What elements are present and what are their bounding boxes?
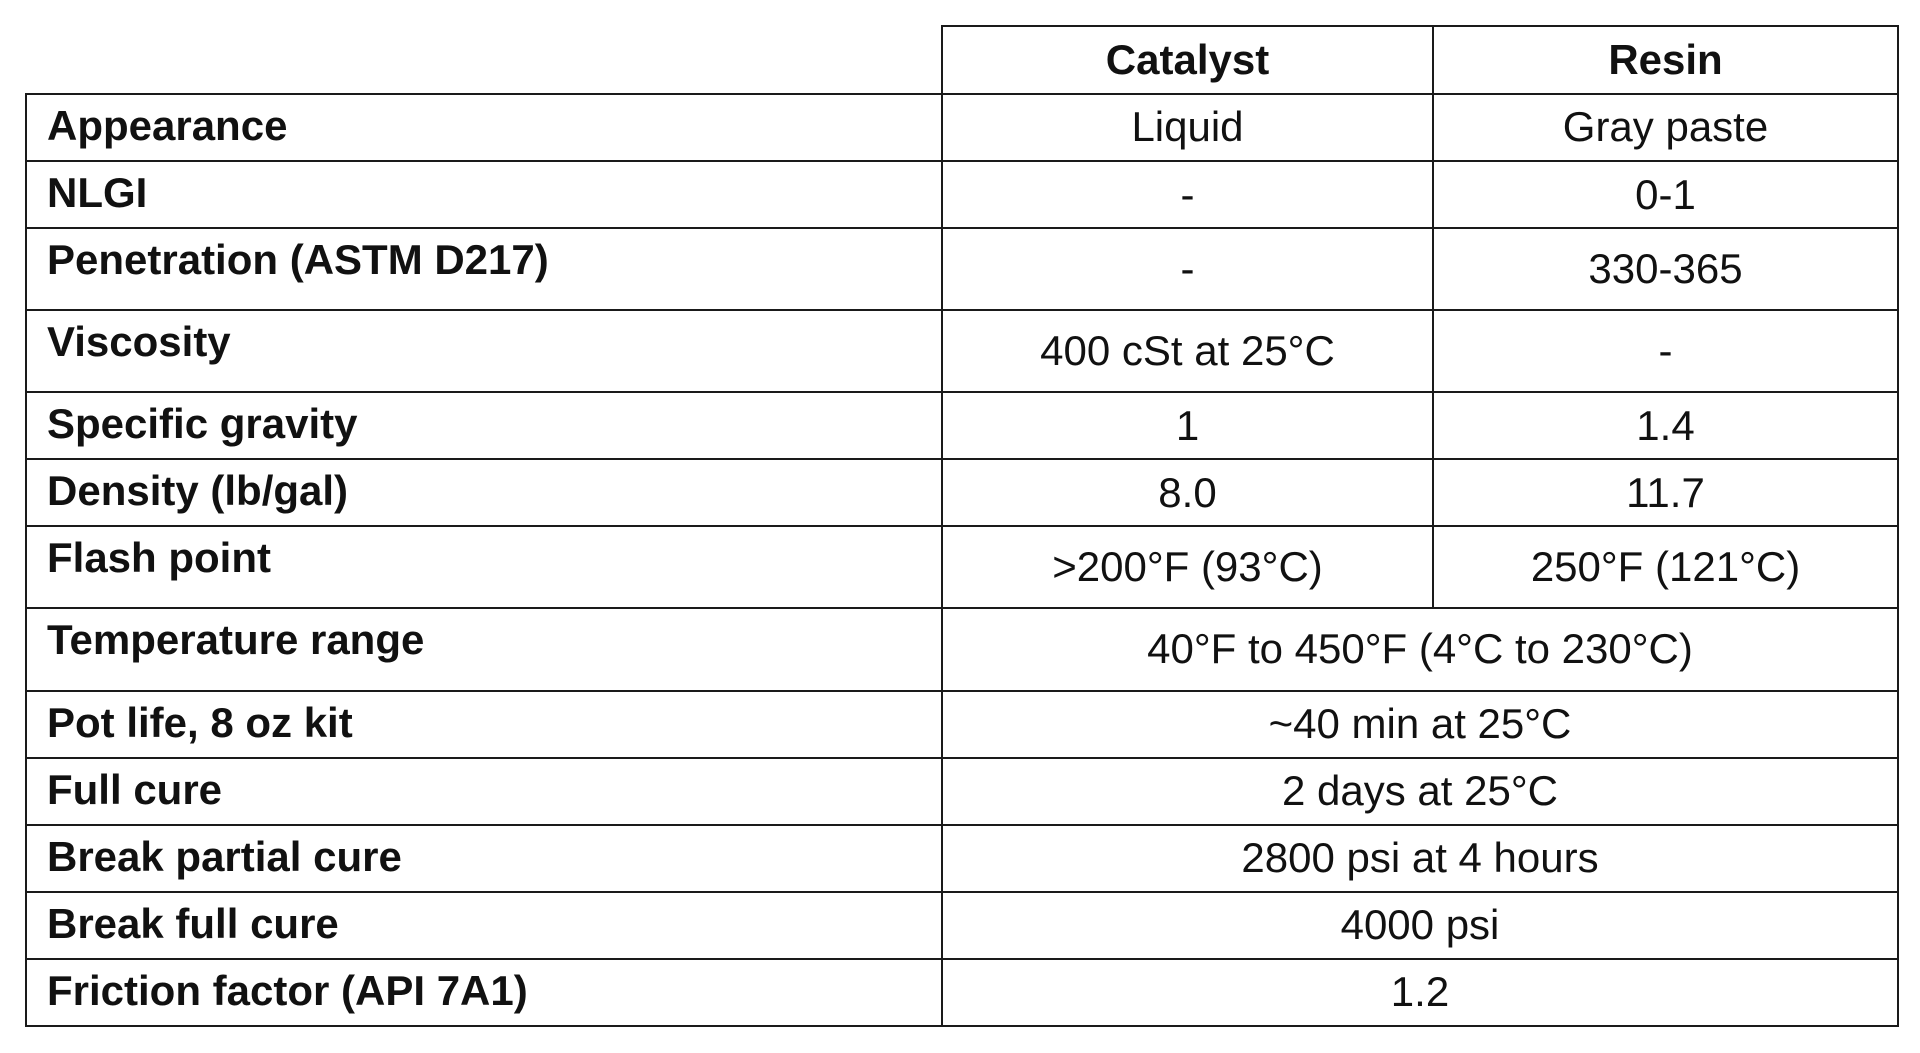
property-label: Friction factor (API 7A1) <box>26 959 942 1026</box>
header-catalyst: Catalyst <box>942 26 1433 94</box>
header-row <box>26 26 1898 94</box>
property-label: Break full cure <box>26 892 942 959</box>
catalyst-value: >200°F (93°C) <box>942 526 1433 608</box>
catalyst-value: Liquid <box>942 94 1433 161</box>
property-label: Viscosity <box>26 310 942 392</box>
catalyst-value: - <box>942 228 1433 310</box>
header-corner-cell <box>26 26 942 94</box>
property-label: Temperature range <box>26 608 942 690</box>
catalyst-value: 8.0 <box>942 459 1433 526</box>
resin-value: 0-1 <box>1433 161 1898 228</box>
resin-value: Gray paste <box>1433 94 1898 161</box>
combined-value: 4000 psi <box>942 892 1898 959</box>
table-row <box>26 959 1898 1026</box>
combined-value: 2800 psi at 4 hours <box>942 825 1898 892</box>
table-row <box>26 310 1898 392</box>
resin-value: 250°F (121°C) <box>1433 526 1898 608</box>
table-row <box>26 228 1898 310</box>
resin-value: 1.4 <box>1433 392 1898 459</box>
property-label: Appearance <box>26 94 942 161</box>
property-label: Pot life, 8 oz kit <box>26 691 942 758</box>
spec-table <box>25 25 1899 1027</box>
catalyst-value: - <box>942 161 1433 228</box>
table-row <box>26 825 1898 892</box>
property-label: Flash point <box>26 526 942 608</box>
table-row <box>26 459 1898 526</box>
catalyst-value: 400 cSt at 25°C <box>942 310 1433 392</box>
combined-value: ~40 min at 25°C <box>942 691 1898 758</box>
table-row <box>26 94 1898 161</box>
table-row <box>26 392 1898 459</box>
table-row <box>26 758 1898 825</box>
resin-value: - <box>1433 310 1898 392</box>
property-label: Density (lb/gal) <box>26 459 942 526</box>
header-resin: Resin <box>1433 26 1898 94</box>
property-label: Specific gravity <box>26 392 942 459</box>
resin-value: 11.7 <box>1433 459 1898 526</box>
property-label: Penetration (ASTM D217) <box>26 228 942 310</box>
table-row <box>26 892 1898 959</box>
catalyst-value: 1 <box>942 392 1433 459</box>
property-label: Full cure <box>26 758 942 825</box>
property-label: NLGI <box>26 161 942 228</box>
table-row <box>26 608 1898 690</box>
table-row <box>26 526 1898 608</box>
combined-value: 40°F to 450°F (4°C to 230°C) <box>942 608 1898 690</box>
combined-value: 1.2 <box>942 959 1898 1026</box>
table-row <box>26 161 1898 228</box>
table-row <box>26 691 1898 758</box>
resin-value: 330-365 <box>1433 228 1898 310</box>
property-label: Break partial cure <box>26 825 942 892</box>
combined-value: 2 days at 25°C <box>942 758 1898 825</box>
